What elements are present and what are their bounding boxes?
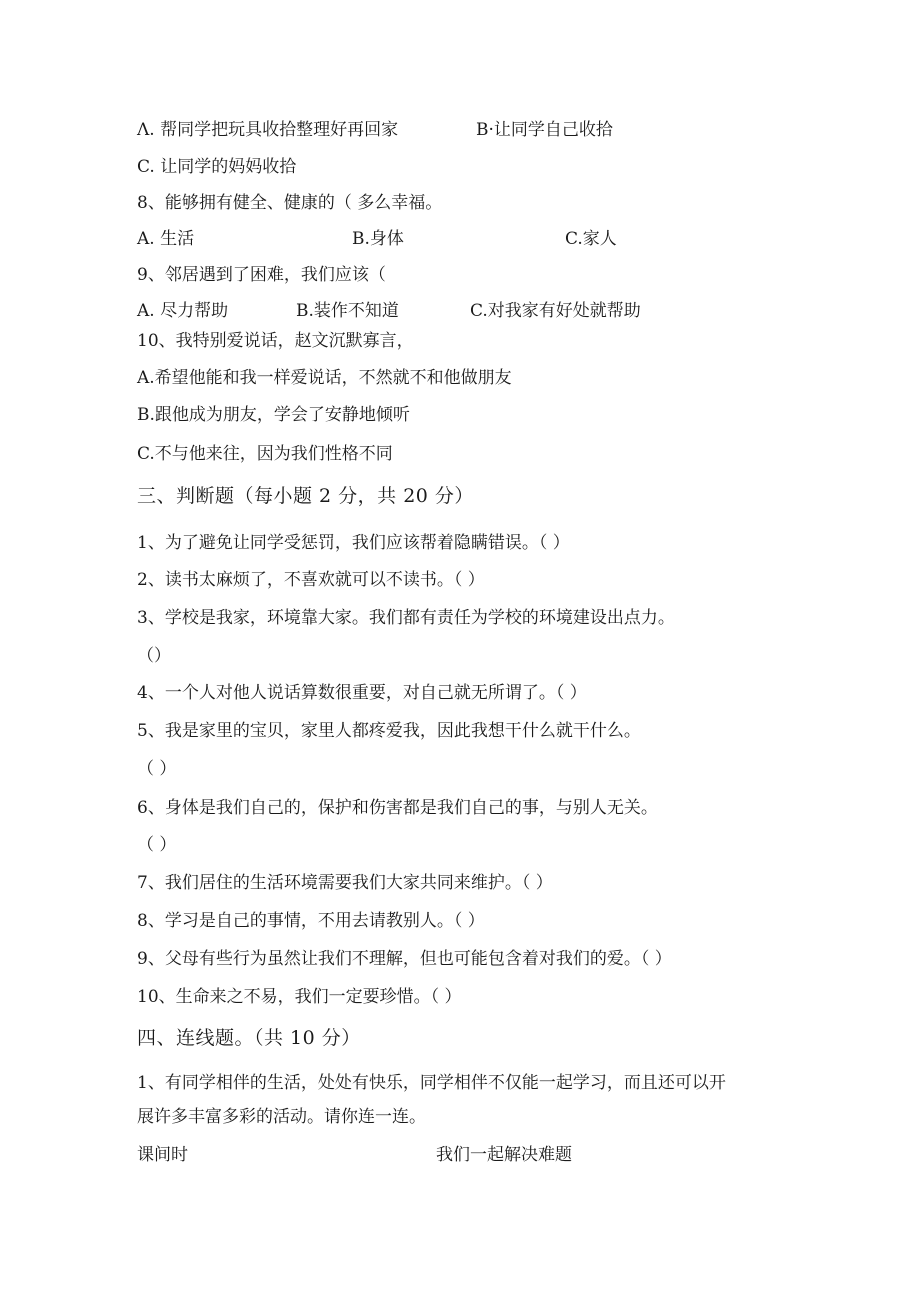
q9-option-c: C.对我家有好处就帮助 (470, 301, 641, 321)
judge-item-9: 9、父母有些行为虽然让我们不理解，但也可能包含着对我们的爱。（ ） (137, 949, 672, 969)
q9-option-a: A. 尽力帮助 (137, 301, 229, 321)
q9-option-b: B.装作不知道 (296, 301, 399, 321)
judge-item-2: 2、读书太麻烦了，不喜欢就可以不读书。（ ） (137, 570, 485, 590)
q10-option-a: A.希望他能和我一样爱说话，不然就不和他做朋友 (137, 368, 512, 388)
q8-option-a: A. 生活 (137, 229, 195, 249)
q7-option-a: Λ. 帮同学把玩具收拾整理好再回家 (137, 120, 399, 140)
judge-item-10: 10、生命来之不易，我们一定要珍惜。（ ） (137, 987, 462, 1007)
q9-stem: 9、邻居遇到了困难，我们应该（ (137, 265, 386, 285)
section-4-title: 四、连线题。（共 10 分） (137, 1027, 361, 1049)
judge-item-1: 1、为了避免让同学受惩罚，我们应该帮着隐瞒错误。（ ） (137, 533, 570, 553)
judge-item-7: 7、我们居住的生活环境需要我们大家共同来维护。（ ） (137, 873, 553, 893)
judge-item-6: 6、身体是我们自己的，保护和伤害都是我们自己的事，与别人无关。 (137, 798, 658, 818)
judge-item-5: 5、我是家里的宝贝，家里人都疼爱我，因此我想干什么就干什么。 (137, 721, 641, 741)
match-q1-line2: 展许多丰富多彩的活动。请你连一连。 (137, 1107, 426, 1127)
q7-option-c: C. 让同学的妈妈收拾 (137, 157, 297, 177)
q8-option-b: B.身体 (352, 229, 404, 249)
judge-item-4: 4、一个人对他人说话算数很重要，对自己就无所谓了。（ ） (137, 683, 587, 703)
judge-item-3-answer: （） (137, 646, 171, 666)
judge-item-6-answer: （ ） (137, 835, 177, 855)
match-left-item: 课间时 (137, 1145, 188, 1165)
judge-item-3: 3、学校是我家，环境靠大家。我们都有责任为学校的环境建设出点力。 (137, 608, 675, 628)
match-right-item: 我们一起解决难题 (436, 1145, 572, 1165)
q7-option-b: B·让同学自己收拾 (476, 120, 613, 140)
section-3-title: 三、判断题（每小题 2 分，共 20 分） (137, 485, 474, 507)
q10-option-c: C.不与他来往，因为我们性格不同 (137, 444, 393, 464)
q8-stem: 8、能够拥有健全、健康的（ 多么幸福。 (137, 193, 443, 213)
q8-option-c: C.家人 (565, 229, 617, 249)
judge-item-8: 8、学习是自己的事情，不用去请教别人。（ ） (137, 911, 485, 931)
match-q1-line1: 1、有同学相伴的生活，处处有快乐，同学相伴不仅能一起学习，而且还可以开 (137, 1073, 726, 1093)
q10-stem: 10、我特别爱说话，赵文沉默寡言， (137, 331, 414, 351)
judge-item-5-answer: （ ） (137, 759, 177, 779)
q10-option-b: B.跟他成为朋友，学会了安静地倾听 (137, 405, 410, 425)
